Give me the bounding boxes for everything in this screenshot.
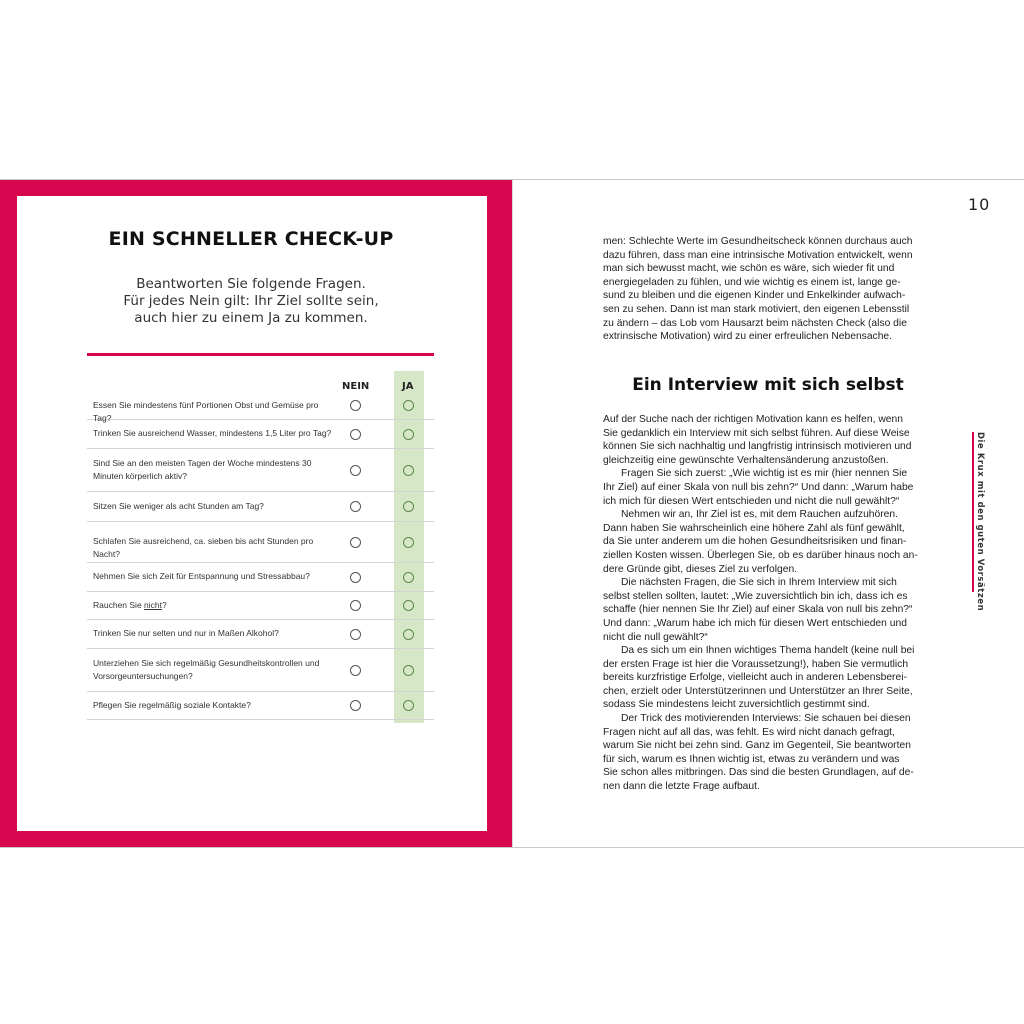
text-line: da Sie unter anderem um die hohen Gesundheitsrisiken und finan- — [603, 536, 907, 548]
radio-nein[interactable] — [350, 537, 361, 548]
text-line: energiegeladen zu fühlen, und wie wichtig es einem ist, lange ge- — [603, 276, 901, 288]
question-row — [87, 491, 434, 522]
radio-ja[interactable] — [403, 600, 414, 611]
paragraph-top — [603, 235, 933, 344]
text-line: für sich, warum es Ihnen wichtig ist, etwas zu verändern und was — [603, 753, 900, 765]
table-top-rule — [87, 353, 434, 356]
question-text — [93, 599, 333, 612]
text-line: nen dann die letzte Frage aufbaut. — [603, 781, 760, 793]
radio-nein[interactable] — [350, 400, 361, 411]
intro-line: auch hier zu einem Ja zu kommen. — [134, 310, 368, 326]
text-line: Auf der Suche nach der richtigen Motivation kann es helfen, wenn — [603, 414, 903, 425]
radio-ja[interactable] — [403, 465, 414, 476]
text-line: sen zu sehen. Dann ist man stark motiviert, den eigenen Lebensstil — [603, 303, 910, 315]
text-line: selbst stellen sollten, lautet: „Wie zuversichtlich bin ich, dass ich es — [603, 590, 908, 602]
text-line: dere Gründe gibt, dieses Ziel zu verfolgen. — [603, 563, 798, 575]
text-line: Nehmen wir an, Ihr Ziel ist es, mit dem Rauchen aufzuhören. — [621, 509, 898, 521]
text-line: zu ändern – das Lob vom Hausarzt beim nächsten Check (also die — [603, 317, 907, 329]
text-line: Ihr Ziel) auf einer Skala von null bis zehn?“ Und dann: „Warum habe — [603, 481, 914, 493]
question-text: Trinken Sie ausreichend Wasser, mindestens 1,5 Liter pro Tag? — [93, 428, 332, 438]
text-line: können Sie sich nachhaltig und langfristig intrinsisch motivieren und — [603, 441, 912, 453]
intro-text — [0, 276, 502, 327]
running-header-label: Die Krux mit den guten Vorsätzen — [976, 432, 986, 612]
question-text: Essen Sie mindestens fünf Portionen Obst und Gemüse pro Tag? — [93, 399, 319, 423]
radio-ja[interactable] — [403, 700, 414, 711]
radio-nein[interactable] — [350, 465, 361, 476]
radio-ja[interactable] — [403, 629, 414, 640]
question-row — [87, 391, 434, 423]
intro-line: Für jedes Nein gilt: Ihr Ziel sollte sein, — [123, 293, 379, 309]
text-line: Und dann: „Warum habe ich mich für diesen Wert entschieden und — [603, 617, 907, 629]
question-emphasis: nicht — [144, 599, 163, 610]
text-line: sodass Sie mindestens leicht zuversichtlich gestimmt sind. — [603, 699, 870, 711]
radio-nein[interactable] — [350, 572, 361, 583]
text-line: schaffe (hier nennen Sie Ihr Ziel) auf einer Skala von null bis zehn?“ — [603, 604, 913, 616]
question-text: Schlafen Sie ausreichend, ca. sieben bis acht Stunden pro Nacht? — [93, 536, 314, 559]
question-text: Sitzen Sie weniger als acht Stunden am Tag? — [93, 500, 264, 511]
radio-nein[interactable] — [350, 501, 361, 512]
question-text: Sind Sie an den meisten Tagen der Woche mindestens 30 Minuten körperlich aktiv? — [93, 457, 312, 481]
checkup-title: EIN SCHNELLER CHECK-UP — [108, 228, 394, 250]
radio-ja[interactable] — [403, 665, 414, 676]
question-row — [87, 448, 434, 492]
text-line: ziellen Kosten wissen. Überlegen Sie, ob es darüber hinaus noch an- — [603, 549, 918, 561]
section-heading: Ein Interview mit sich selbst — [632, 375, 904, 395]
text-line: warum Sie nicht bei zehn sind. Ganz im Gegenteil, Sie beantworten — [603, 740, 911, 752]
text-line: ich mich für diesen Wert entschieden und nicht die null gewählt?“ — [603, 495, 900, 507]
text-line: Fragen Sie sich zuerst: „Wie wichtig ist es mir (hier nennen Sie — [621, 468, 908, 480]
question-row — [87, 619, 434, 649]
radio-ja[interactable] — [403, 400, 414, 411]
text-line: Die nächsten Fragen, die Sie sich in Ihrem Interview mit sich — [621, 577, 897, 589]
text-line: dazu führen, dass man eine intrinsische Motivation entwickelt, wenn — [603, 249, 913, 261]
radio-nein[interactable] — [350, 429, 361, 440]
text-line: nicht die null gewählt?“ — [603, 631, 708, 643]
radio-ja[interactable] — [403, 429, 414, 440]
text-line: der ersten Frage ist hier die Voraussetzung!), haben Sie vermutlich — [603, 658, 909, 670]
question-row — [87, 591, 434, 620]
intro-line: Beantworten Sie folgende Fragen. — [136, 276, 366, 292]
question-text-part: Rauchen Sie — [93, 599, 145, 610]
text-line: men: Schlechte Werte im Gesundheitscheck können durchaus auch — [603, 236, 913, 247]
question-row — [87, 562, 434, 592]
text-line: extrinsische Motivation) wird zu einer erfreulichen Nebensache. — [603, 331, 893, 343]
text-line: chen, erzielt oder Unterstützerinnen und Unterstützer an Ihrer Seite, — [603, 685, 913, 697]
text-line: Der Trick des motivierenden Interviews: Sie schauen bei diesen — [621, 713, 911, 725]
radio-ja[interactable] — [403, 501, 414, 512]
text-line: gleichzeitig eine gewünschte Verhaltensänderung anzustoßen. — [603, 454, 889, 466]
question-row — [87, 648, 434, 692]
column-header-ja: JA — [402, 381, 414, 392]
text-line: Dann haben Sie wahrscheinlich eine höhere Zahl als fünf gewählt, — [603, 522, 905, 534]
question-row — [87, 419, 434, 449]
radio-ja[interactable] — [403, 572, 414, 583]
question-row — [87, 521, 434, 563]
radio-nein[interactable] — [350, 700, 361, 711]
question-text: Nehmen Sie sich Zeit für Entspannung und Stressabbau? — [93, 571, 310, 581]
radio-nein[interactable] — [350, 629, 361, 640]
radio-ja[interactable] — [403, 537, 414, 548]
gutter — [512, 180, 513, 847]
text-line: Sie gedanklich ein Interview mit sich selbst führen. Auf diese Weise — [603, 427, 910, 439]
column-header-nein: NEIN — [342, 381, 370, 392]
question-text: Unterziehen Sie sich regelmäßig Gesundheitskontrollen und Vorsorgeuntersuchungen? — [93, 657, 320, 681]
checkup-table — [87, 353, 434, 723]
text-line: bereits kurzfristige Erfolge, vielleicht auch in anderen Lebensberei- — [603, 672, 907, 684]
question-text: Pflegen Sie regelmäßig soziale Kontakte? — [93, 699, 251, 710]
text-line: man sich bewusst macht, wie schön es wäre, sich wieder fit und — [603, 263, 895, 275]
running-header — [972, 432, 986, 612]
radio-nein[interactable] — [350, 665, 361, 676]
question-text: Trinken Sie nur selten und nur in Maßen Alkohol? — [93, 628, 279, 638]
question-text-part: ? — [162, 599, 167, 610]
text-line: sund zu bleiben und die eigenen Kinder und Enkelkinder aufwach- — [603, 290, 906, 302]
radio-nein[interactable] — [350, 600, 361, 611]
text-line: Sie schon alles mitbringen. Das sind die besten Grundlagen, auf de- — [603, 767, 914, 779]
text-line: Da es sich um ein Ihnen wichtiges Thema handelt (keine null bei — [621, 645, 915, 657]
question-row — [87, 691, 434, 720]
page-number: 10 — [968, 195, 991, 214]
text-line: Fragen nicht auf all das, was fehlt. Es wird nicht danach gefragt, — [603, 726, 895, 738]
body-text — [603, 413, 933, 794]
running-header-bar — [972, 432, 974, 592]
